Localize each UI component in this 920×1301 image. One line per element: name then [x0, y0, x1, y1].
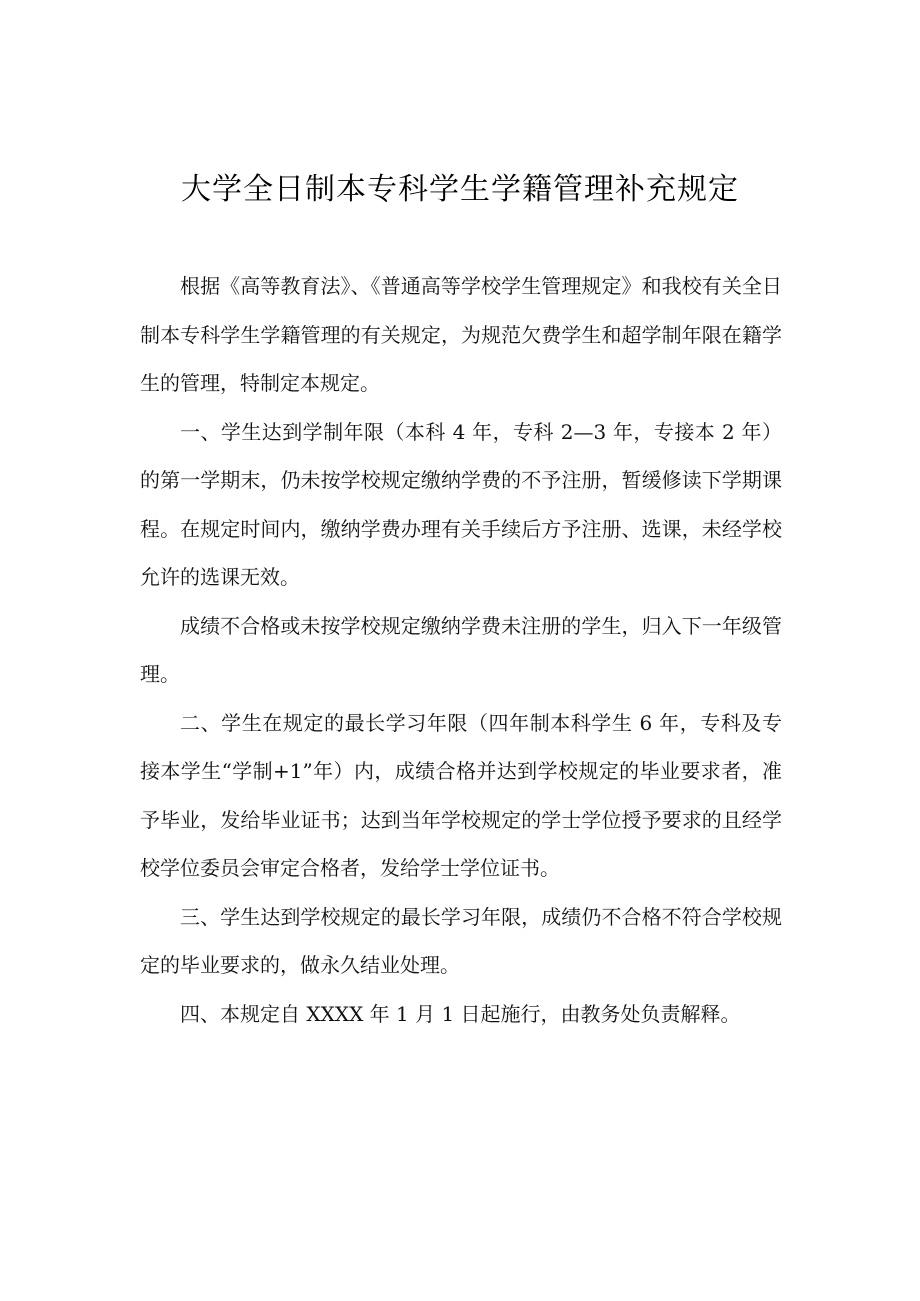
document-title: 大学全日制本专科学生学籍管理补充规定 — [181, 172, 739, 207]
paragraph-preamble: 根据《高等教育法》、《普通高等学校学生管理规定》和我校有关全日制本专科学生学籍管理的有关规定，为规范欠费学生和超学制年限在籍学生的管理，特制定本规定。 — [140, 274, 782, 395]
paragraph-article-4: 四、本规定自 XXXX 年 1 月 1 日起施行，由教务处负责解释。 — [180, 1001, 741, 1026]
document-body — [140, 262, 782, 1038]
paragraph-article-2: 二、学生在规定的最长学习年限（四年制本科学生 6 年，专科及专接本学生“学制+1”年）内，成绩合格并达到学校规定的毕业要求者，准予毕业，发给毕业证书；达到当年学校规定的学士学位授予要求的且经学校学位委员会审定合格者，发给学士学位证书。 — [140, 710, 782, 880]
paragraph-article-3: 三、学生达到学校规定的最长学习年限，成绩仍不合格不符合学校规定的毕业要求的，做永久结业处理。 — [140, 904, 782, 977]
paragraph-article-1: 一、学生达到学制年限（本科 4 年，专科 2—3 年，专接本 2 年）的第一学期末，仍未按学校规定缴纳学费的不予注册，暂缓修读下学期课程。在规定时间内，缴纳学费办理有关手续后方予注册、选课，未经学校允许的选课无效。 — [140, 419, 782, 589]
paragraph-article-1-note: 成绩不合格或未按学校规定缴纳学费未注册的学生，归入下一年级管理。 — [140, 613, 782, 686]
